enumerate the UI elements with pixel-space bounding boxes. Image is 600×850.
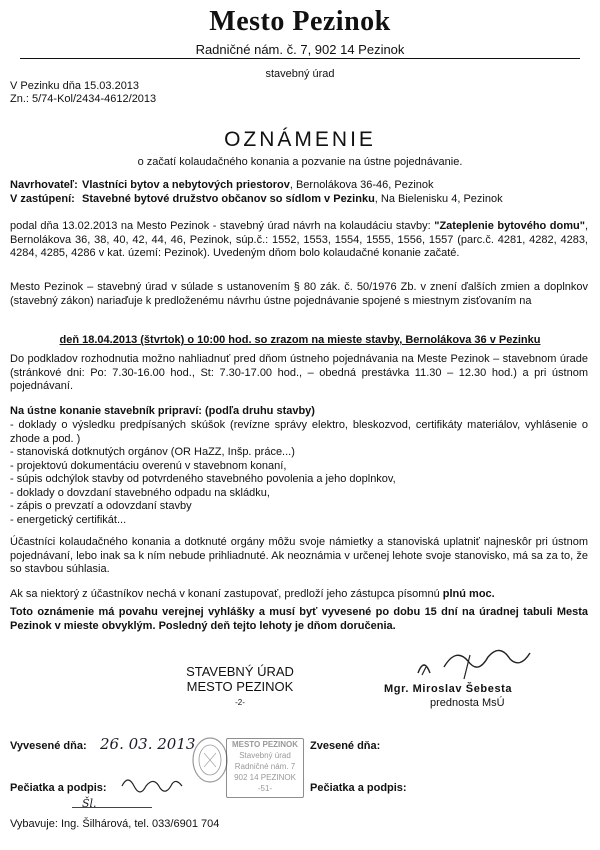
list-item: - zápis o prevzatí a odovzdaní stavby — [10, 500, 192, 512]
posting-signature-scribble — [118, 770, 188, 796]
p5-text: Ak sa niektorý z účastníkov nechá v konaní zastupovať, predloží jeho zástupca písomnú — [10, 588, 443, 600]
list-item: - doklady o výsledku predpísaných skúšok (revízne správy elektro, bleskozvod, certifikáty materiálov, vyhlásenie o zhode a pod. ) — [10, 419, 588, 445]
posted-label: Vyvesené dňa: — [10, 740, 87, 752]
proposer-row — [10, 179, 590, 191]
stamp-line-3: -2- — [235, 698, 245, 707]
posted-date-handwritten: 26. 03. 2013 — [100, 735, 196, 753]
proposer-address: , Bernolákova 36-46, Pezinok — [289, 179, 434, 191]
p1-text-a: podal dňa 13.02.2013 na Mesto Pezinok - stavebný úrad návrh na kolaudáciu stavby: — [10, 220, 431, 232]
list-item: - stanoviská dotknutých orgánov (OR HaZZ, Inšp. práce...) — [10, 446, 295, 458]
removed-label: Zvesené dňa: — [310, 740, 381, 752]
signature-scribble — [410, 645, 560, 685]
initials-handwritten: Šl. — [82, 797, 97, 810]
stamp-signature-label-right: Pečiatka a podpis: — [310, 782, 407, 794]
date-line: V Pezinku dňa 15.03.2013 — [10, 80, 140, 92]
required-documents-list — [10, 419, 588, 527]
round-seal-emblem — [190, 735, 230, 785]
paragraph-ordering: Mesto Pezinok – stavebný úrad v súlade s ustanovením § 80 zák. č. 50/1976 Zb. v znení ďalších zmien a doplnkov (stavebný zákon) nariaďuje k predloženému návrhu ústne pojednávanie spojené s miestnym zisťovaním na — [10, 281, 588, 307]
representative-address: , Na Bielenisku 4, Pezinok — [374, 193, 503, 205]
office-stamp — [150, 664, 330, 707]
stamp-line-1: STAVEBNÝ ÚRAD — [186, 664, 294, 679]
city-title: Mesto Pezinok — [209, 6, 391, 37]
stamp2-line-3: Radničné nám. 7 — [234, 762, 296, 771]
p1-project-name: "Zateplenie bytového domu" — [434, 220, 585, 232]
paragraph-representation — [10, 588, 588, 600]
representative-label: V zastúpení: — [10, 193, 75, 205]
p5-power-of-attorney: plnú moc. — [442, 588, 495, 600]
p1-text-c: , Bernolákova 36, 38, 40, 42, 44, 46, Pezinok, súp.č.: 1552, 1553, 1554, 1555, 1556, 1557 (parc.č. 4281, 4282, 4283, 4284, 4285, 4286 v kat. území: Pezinok). Uvedeným dňom bolo kolaudačné konanie začaté. — [10, 220, 588, 259]
city-address: Radničné nám. č. 7, 902 14 Pezinok — [195, 42, 405, 57]
paragraph-application — [10, 220, 588, 261]
hearing-date: deň 18.04.2013 (štvrtok) o 10:00 hod. so zrazom na mieste stavby, Bernolákova 36 v Pezinku — [59, 334, 541, 346]
paragraph-objections: Účastníci kolaudačného konania a dotknuté orgány môžu svoje námietky a stanoviská uplatniť najneskôr pri ústnom pojednávaní, lebo inak sa k ním nebude prihliadnuté. Ak neoznámia v určenej lehote svoje stanovisko, má sa za to, že so stavbou súhlasia. — [10, 536, 588, 575]
stamp-line-2: MESTO PEZINOK — [186, 679, 294, 694]
proposer-label: Navrhovateľ: — [10, 179, 78, 191]
stamp2-line-1: MESTO PEZINOK — [231, 740, 299, 749]
initials-underline — [72, 807, 152, 808]
stamp2-line-2: Stavebný úrad — [239, 751, 291, 760]
list-item: - projektovú dokumentáciu overenú v stavebnom konaní, — [10, 459, 287, 472]
prepared-by: Vybavuje: Ing. Šilhárová, tel. 033/6901 704 — [10, 818, 220, 830]
office-name: stavebný úrad — [265, 68, 335, 80]
stamp2-line-5: -51- — [257, 784, 273, 793]
list-item: - súpis odchýlok stavby od potvrdeného stavebného povolenia a jeho doplnkov, — [10, 473, 396, 485]
list-item: - doklady o dovzdaní stavebného odpadu na skládku, — [10, 486, 270, 499]
paragraph-inspection: Do podkladov rozhodnutia možno nahliadnuť pred dňom ústneho pojednávania na Meste Pezinok – stavebnom úrade (stránkové dni: Po: 7.30-16.00 hod., St: 7.30-17.00 hod., – obedná prestávka 11.30 – 12.30 hod.) a pri ústnom pojednávaní. — [10, 353, 588, 392]
representative-row — [10, 193, 590, 205]
signer-name: Mgr. Miroslav Šebesta — [384, 683, 513, 695]
signer-role: prednosta MsÚ — [430, 697, 505, 709]
proposer-name: Vlastníci bytov a nebytových priestorov — [82, 179, 290, 191]
stamp2-line-4: 902 14 PEZINOK — [234, 773, 296, 782]
notice-subheading: o začatí kolaudačného konania a pozvanie na ústne pojednávanie. — [137, 156, 463, 168]
rectangular-stamp — [226, 738, 304, 798]
paragraph-public-notice: Toto oznámenie má povahu verejnej vyhlášky a musí byť vyvesené po dobu 15 dní na úradnej tabuli Mesta Pezinok v mieste obvyklým. Posledný deň tejto lehoty je dňom doručenia. — [10, 606, 588, 632]
representative-name: Stavebné bytové družstvo občanov so sídlom v Pezinku — [82, 193, 375, 205]
stamp-signature-label-left: Pečiatka a podpis: — [10, 782, 107, 794]
list-item: - energetický certifikát... — [10, 513, 127, 526]
notice-heading: OZNÁMENIE — [224, 128, 376, 151]
reference-number: Zn.: 5/74-Kol/2434-4612/2013 — [10, 93, 157, 105]
header-rule — [0, 58, 600, 59]
list-title: Na ústne konanie stavebník pripraví: (podľa druhu stavby) — [10, 405, 315, 417]
